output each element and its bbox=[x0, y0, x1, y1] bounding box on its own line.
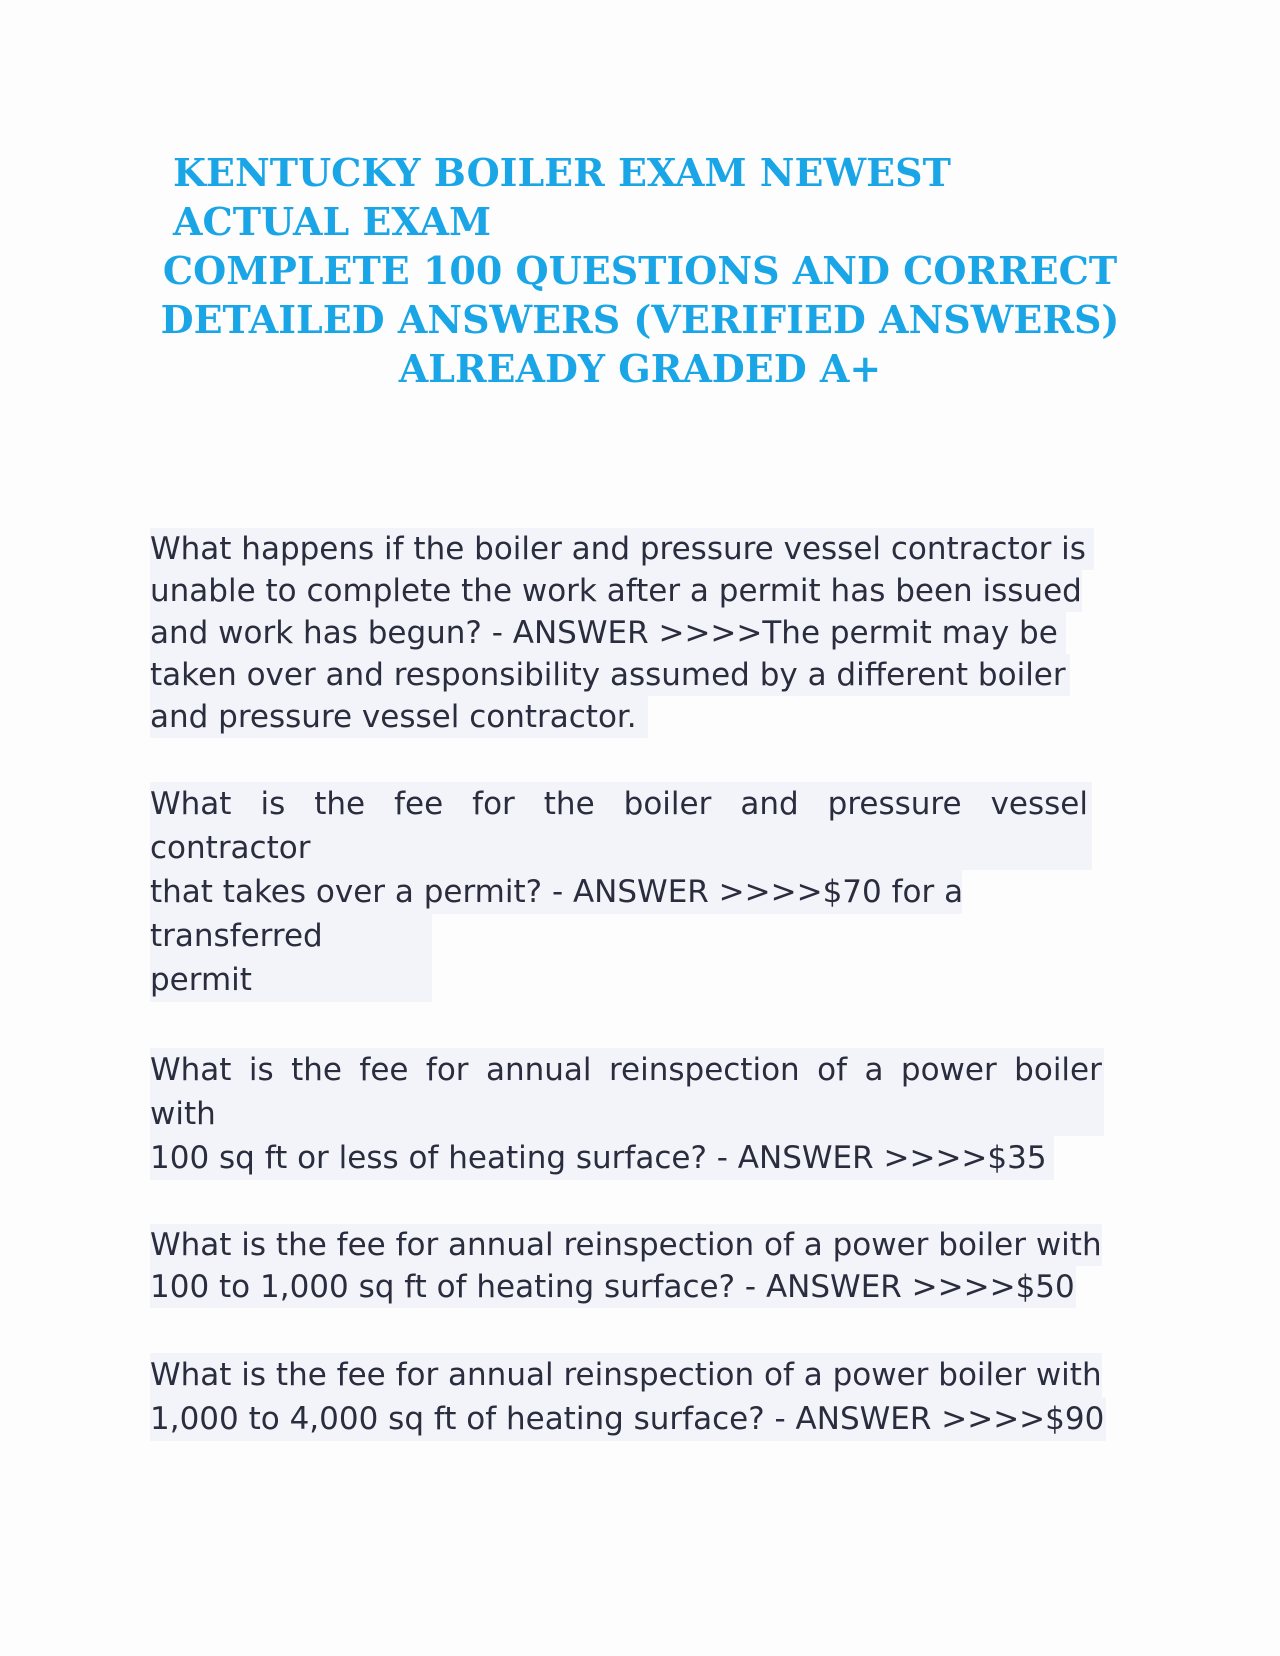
title-line-5: ALREADY GRADED A+ bbox=[398, 346, 882, 391]
word: the bbox=[543, 786, 595, 822]
word: and bbox=[740, 786, 799, 822]
word: the bbox=[291, 1052, 342, 1088]
word: boiler bbox=[1014, 1052, 1102, 1088]
qa-2-line-1 bbox=[150, 786, 1088, 822]
qa-1-line-1: What happens if the boiler and pressure vessel contractor is bbox=[150, 531, 1086, 567]
word: a bbox=[864, 1052, 884, 1088]
qa-1-line-4: taken over and responsibility assumed by a different boiler bbox=[150, 657, 1066, 693]
qa-2-line-2: contractor bbox=[150, 830, 311, 866]
word: reinspection bbox=[608, 1052, 800, 1088]
word: the bbox=[314, 786, 366, 822]
word: is bbox=[260, 786, 286, 822]
word: power bbox=[900, 1052, 997, 1088]
word: is bbox=[248, 1052, 274, 1088]
word: for bbox=[472, 786, 515, 822]
word: annual bbox=[485, 1052, 592, 1088]
qa-2-line-3: that takes over a permit? - ANSWER >>>>$70 for a bbox=[150, 874, 964, 910]
qa-5-line-1: What is the fee for annual reinspection of a power boiler with bbox=[150, 1357, 1102, 1393]
word: fee bbox=[359, 1052, 409, 1088]
word: of bbox=[817, 1052, 848, 1088]
title-line-1: KENTUCKY BOILER EXAM NEWEST bbox=[173, 150, 951, 195]
title-line-4: DETAILED ANSWERS (VERIFIED ANSWERS) bbox=[160, 297, 1120, 342]
word: for bbox=[425, 1052, 469, 1088]
qa-1-line-2: unable to complete the work after a permit has been issued bbox=[150, 573, 1082, 609]
title-line-2: ACTUAL EXAM bbox=[173, 199, 492, 244]
qa-2-line-5: permit bbox=[150, 962, 252, 998]
qa-2-line-4: transferred bbox=[150, 918, 323, 954]
word: fee bbox=[394, 786, 444, 822]
qa-3-line-1 bbox=[150, 1052, 1102, 1088]
word: What bbox=[150, 1052, 232, 1088]
word: What bbox=[150, 786, 232, 822]
word: boiler bbox=[623, 786, 712, 822]
qa-4-line-2: 100 to 1,000 sq ft of heating surface? - ANSWER >>>>$50 bbox=[150, 1269, 1075, 1305]
qa-1-line-5: and pressure vessel contractor. bbox=[150, 699, 637, 735]
qa-5-line-2: 1,000 to 4,000 sq ft of heating surface? - ANSWER >>>>$90 bbox=[150, 1401, 1105, 1437]
qa-4-line-1: What is the fee for annual reinspection of a power boiler with bbox=[150, 1227, 1102, 1263]
qa-3-line-3: 100 sq ft or less of heating surface? - ANSWER >>>>$35 bbox=[150, 1140, 1047, 1176]
qa-3-line-2: with bbox=[150, 1096, 216, 1132]
word: vessel bbox=[990, 786, 1088, 822]
qa-1-line-3: and work has begun? - ANSWER >>>>The permit may be bbox=[150, 615, 1058, 651]
title-line-3: COMPLETE 100 QUESTIONS AND CORRECT bbox=[162, 248, 1118, 293]
word: pressure bbox=[827, 786, 962, 822]
